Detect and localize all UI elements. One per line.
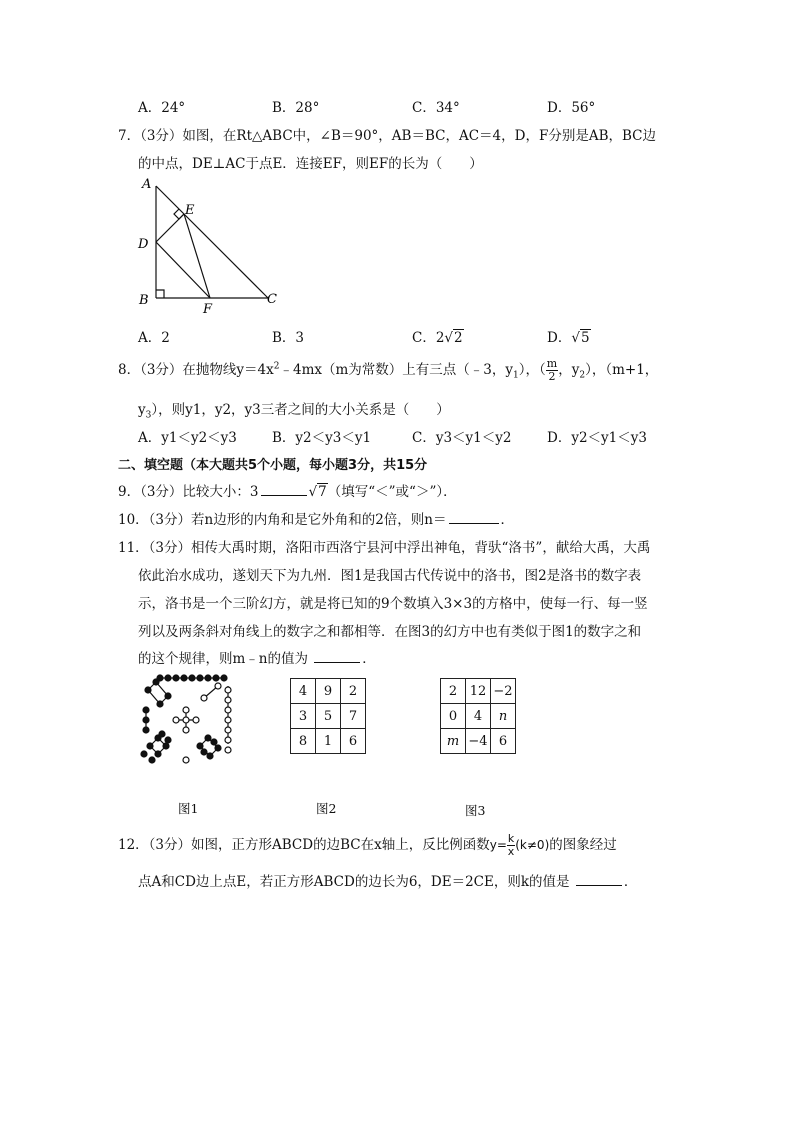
- q8-option-a: A．y1＜y2＜y3: [138, 430, 237, 446]
- q10-answer-blank[interactable]: [449, 511, 499, 524]
- figure-3-magic-square: [440, 678, 516, 754]
- fig2-cell: 3: [291, 704, 316, 729]
- q8-stem-line-2: $y_3$），则y1，y2，y3三者之间的大小关系是（ ）: [138, 402, 450, 421]
- fig3-cell: 12: [466, 679, 491, 704]
- label-e: E: [185, 203, 195, 218]
- q7-option-d: D．√5: [547, 330, 590, 346]
- section-2-title: 二、填空题（本大题共5个小题，每小题3分，共15分: [118, 458, 428, 473]
- q7-triangle-figure: [130, 172, 290, 317]
- q12-stem-line-1: 12．（3分）如图，正方形ABCD的边BC在x轴上，反比例函数y= $\frac{k}{x}$ (k≠0)的图象经过: [118, 832, 617, 858]
- label-a: A: [142, 177, 152, 192]
- figure-2-magic-square: [290, 678, 366, 754]
- q11-line-4: 列以及两条斜对角线上的数字之和都相等．在图3的幻方中也有类似于图1的数字之和: [138, 624, 642, 640]
- fig3-cell: −2: [491, 679, 516, 704]
- caption-figure-2: 图2: [316, 801, 337, 816]
- fig3-cell: 0: [441, 704, 466, 729]
- q10-stem: 10．（3分）若n边形的内角和是它外角和的2倍，则n＝ ．: [118, 512, 514, 528]
- q11-line-2: 依此治水成功，遂划天下为九州．图1是我国古代传说中的洛书，图2是洛书的数字表: [138, 568, 642, 584]
- q11-line-5: 的这个规律，则m﹣n的值为 ．: [138, 651, 376, 667]
- right-angle-e: [174, 209, 184, 219]
- fig2-cell: 5: [316, 704, 341, 729]
- fig2-cell: 6: [341, 729, 366, 754]
- q8-stem-line-1: 8．（3分）在抛物线$y=4x^2﹣4mx(m$为常数）上有三点（﹣3，$y_1$），（ $\frac{m}{2}$ ，$y_2$），（m+1，: [118, 357, 659, 383]
- caption-figure-3: 图3: [465, 803, 486, 818]
- label-b: B: [139, 293, 149, 308]
- fig3-cell: −4: [466, 729, 491, 754]
- q8-fraction: $\frac{m}{2}$: [546, 357, 558, 383]
- label-f: F: [203, 302, 213, 317]
- fig3-cell: m: [441, 729, 466, 754]
- q12-stem-line-2: 点A和CD边上点E，若正方形ABCD的边长为6，DE＝2CE，则k的值是 ．: [138, 874, 638, 890]
- fig2-cell: 4: [291, 679, 316, 704]
- label-c: C: [267, 292, 277, 307]
- q6-option-a: A．24°: [138, 100, 186, 116]
- fig3-cell: 2: [441, 679, 466, 704]
- fig2-cell: 9: [316, 679, 341, 704]
- q7-stem-line-1: 7．（3分）如图，在Rt△ABC中，∠B＝90°，AB＝BC，AC＝4，D，F分别是AB，BC边: [118, 128, 657, 144]
- q7-option-a: A．2: [138, 330, 170, 346]
- q12-answer-blank[interactable]: [576, 873, 622, 886]
- q6-option-c: C．34°: [412, 100, 460, 116]
- q11-line-1: 11．（3分）相传大禹时期，洛阳市西洛宁县河中浮出神龟，背驮“洛书”，献给大禹，大禹: [118, 540, 651, 556]
- fig2-cell: 8: [291, 729, 316, 754]
- fig2-cell: 7: [341, 704, 366, 729]
- right-angle-b: [156, 290, 164, 298]
- label-d: D: [138, 237, 149, 252]
- q8-option-d: D．y2＜y1＜y3: [547, 430, 647, 446]
- q11-answer-blank[interactable]: [314, 650, 360, 663]
- fig3-cell: 4: [466, 704, 491, 729]
- q8-option-b: B．y2＜y3＜y1: [272, 430, 372, 446]
- q7-stem-line-2: 的中点，DE⊥AC于点E．连接EF，则EF的长为（ ）: [138, 156, 483, 172]
- luoshu-figure: [136, 672, 236, 770]
- q7-option-c: C．2√2: [412, 330, 463, 346]
- fig3-cell: n: [491, 704, 516, 729]
- fig3-cell: 6: [491, 729, 516, 754]
- fig2-cell: 1: [316, 729, 341, 754]
- q12-fraction: $\frac{k}{x}$: [507, 832, 515, 858]
- side-ac: [156, 186, 268, 298]
- q9-answer-blank[interactable]: [261, 483, 307, 496]
- q8-option-c: C．y3＜y1＜y2: [412, 430, 512, 446]
- q7-option-b: B．3: [272, 330, 305, 346]
- q11-line-3: 示，洛书是一个三阶幻方，就是将已知的9个数填入3×3的方格中，使每一行、每一竖: [138, 596, 648, 612]
- fig2-cell: 2: [341, 679, 366, 704]
- q6-option-d: D．56°: [547, 100, 596, 116]
- q6-option-b: B．28°: [272, 100, 320, 116]
- q9-stem: 9．（3分）比较大小：3 √7（填写“＜”或“＞”）．: [118, 484, 457, 500]
- caption-figure-1: 图1: [178, 801, 199, 816]
